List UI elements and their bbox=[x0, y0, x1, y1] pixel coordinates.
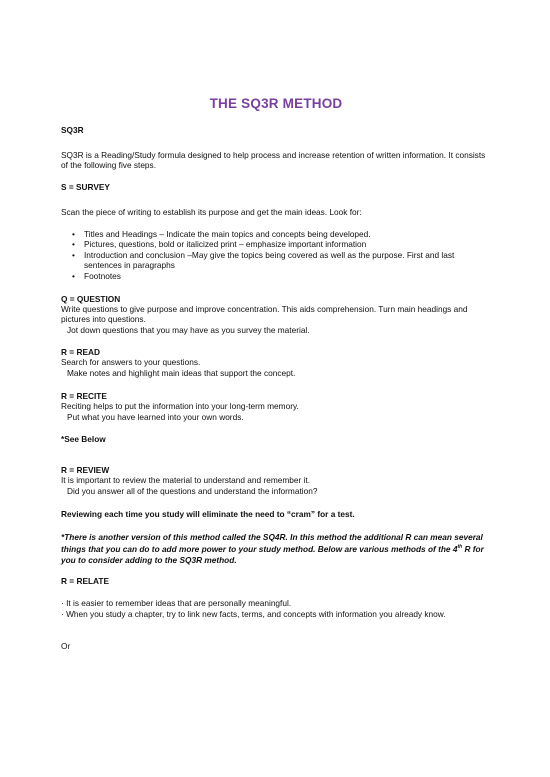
recite-text: Reciting helps to put the information into your long-term memory. bbox=[61, 401, 299, 411]
recite-note: Put what you have learned into your own words. bbox=[67, 412, 244, 422]
reviewing-note: Reviewing each time you study will eliminate the need to “cram” for a test. bbox=[61, 509, 355, 519]
review-text: It is important to review the material to understand and remember it. bbox=[61, 475, 311, 485]
intro-text: SQ3R is a Reading/Study formula designed to help process and increase retention of written information. It consists of the following five steps. bbox=[61, 150, 486, 171]
relate-point: · It is easier to remember ideas that are personally meaningful. bbox=[61, 598, 292, 608]
read-heading: R = READ bbox=[61, 347, 100, 357]
or-text: Or bbox=[61, 641, 71, 651]
recite-heading: R = RECITE bbox=[61, 391, 107, 401]
list-item: • Footnotes bbox=[72, 270, 121, 281]
page-title: THE SQ3R METHOD bbox=[209, 96, 343, 111]
bullet-icon: • bbox=[72, 270, 75, 281]
read-text: Search for answers to your questions. bbox=[61, 357, 201, 367]
list-item: • Pictures, questions, bold or italicized print – emphasize important information bbox=[72, 239, 367, 250]
survey-bullet-list bbox=[61, 229, 491, 281]
see-below-note: *See Below bbox=[61, 434, 106, 444]
bullet-icon: • bbox=[72, 229, 75, 239]
read-note: Make notes and highlight main ideas that support the concept. bbox=[67, 368, 296, 378]
relate-point: · When you study a chapter, try to link new facts, terms, and concepts with information you already know. bbox=[61, 609, 446, 619]
bullet-icon: • bbox=[72, 239, 75, 250]
survey-text: Scan the piece of writing to establish its purpose and get the main ideas. Look for: bbox=[61, 207, 362, 217]
relate-heading: R = RELATE bbox=[61, 576, 110, 586]
sq4r-note: *There is another version of this method called the SQ4R. In this method the additional R can mean several things that you can do to add more power to your study method. Below are various methods of the 4th R for you to consider adding to the SQ3R method. bbox=[61, 532, 484, 565]
list-item: • Titles and Headings – Indicate the main topics and concepts being developed. bbox=[72, 229, 371, 239]
question-heading: Q = QUESTION bbox=[61, 294, 121, 304]
review-heading: R = REVIEW bbox=[61, 465, 110, 475]
question-note: Jot down questions that you may have as you survey the material. bbox=[67, 325, 310, 335]
review-note: Did you answer all of the questions and understand the information? bbox=[67, 486, 318, 496]
survey-heading: S = SURVEY bbox=[61, 182, 110, 192]
question-text: Write questions to give purpose and improve concentration. This aids comprehension. Turn main headings and pictures into questions. bbox=[61, 304, 468, 325]
intro-heading: SQ3R bbox=[61, 125, 84, 135]
bullet-icon: • bbox=[72, 249, 75, 260]
list-item: • Introduction and conclusion –May give the topics being covered as well as the purpose. First and last sentences in paragraphs bbox=[72, 249, 455, 271]
